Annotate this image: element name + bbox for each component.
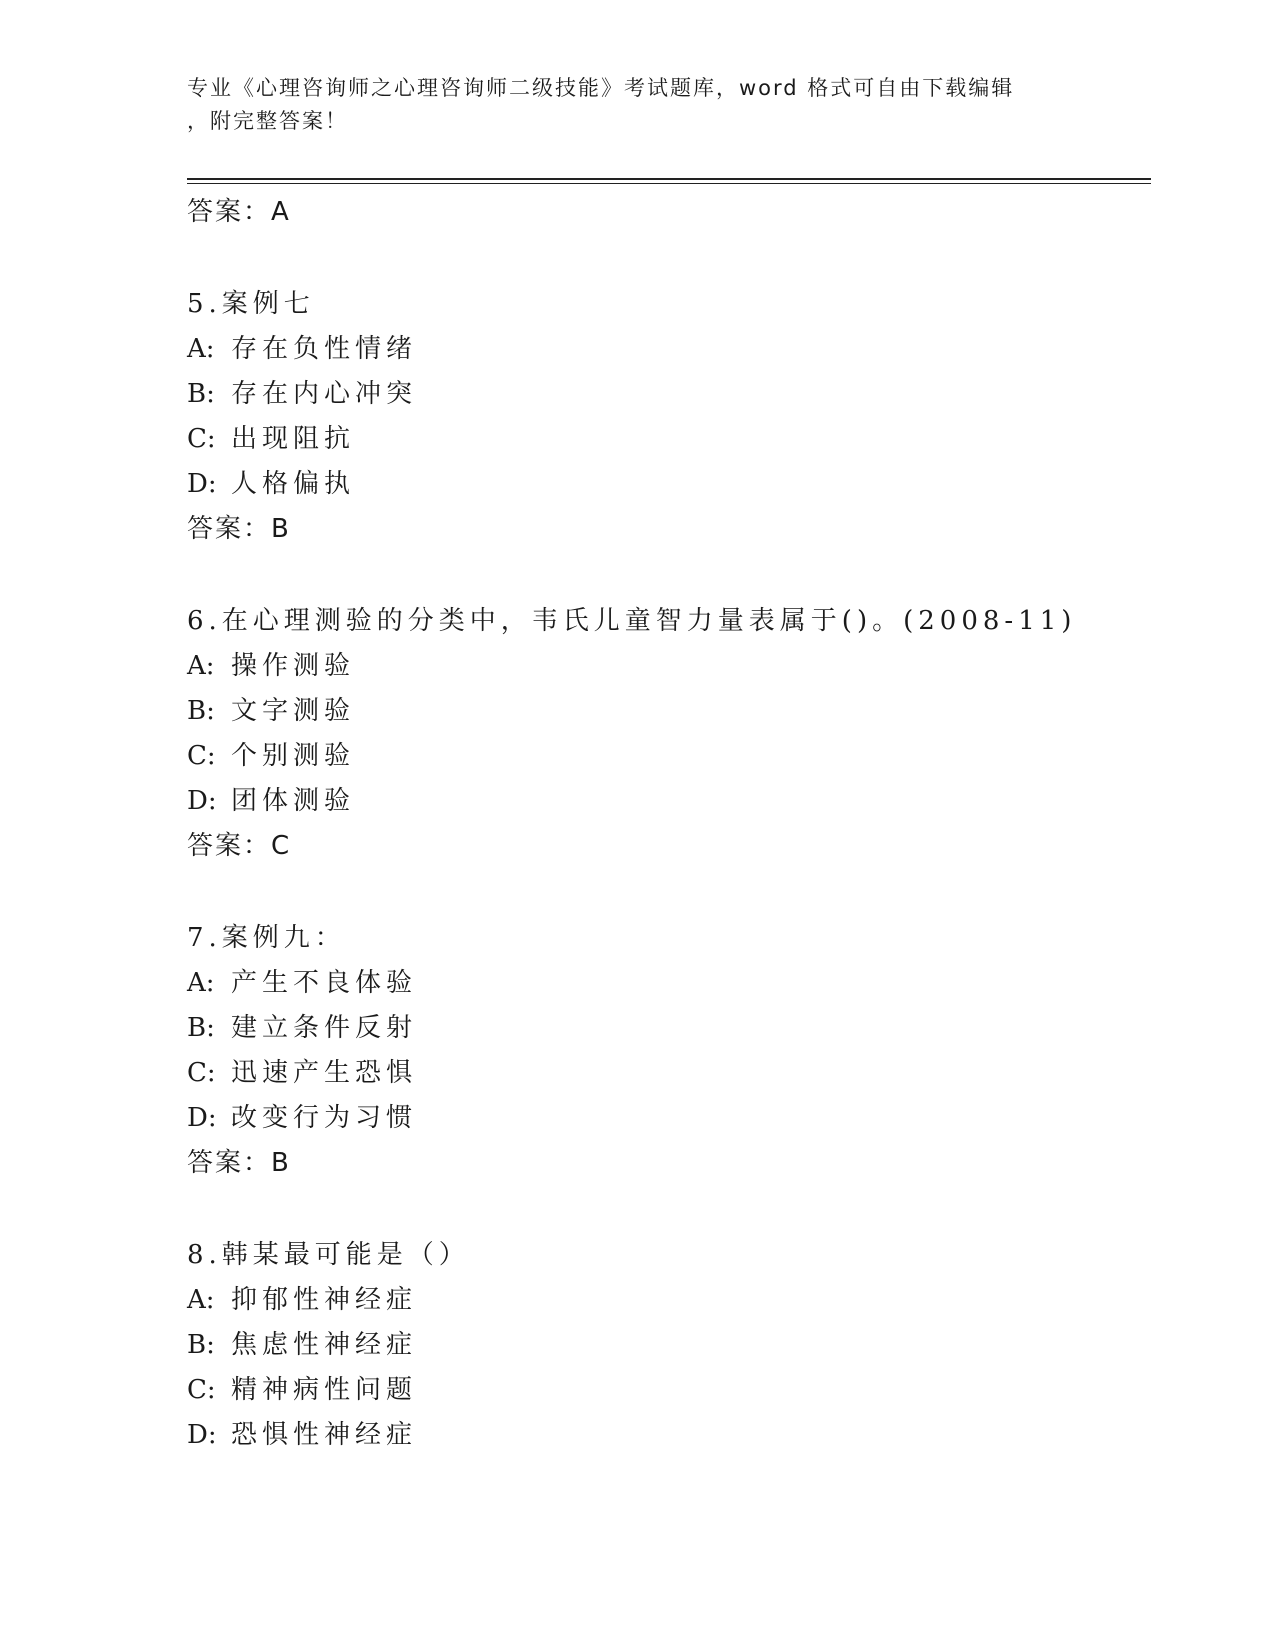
option-text: 焦虑性神经症 bbox=[231, 1330, 418, 1360]
option-c bbox=[187, 417, 1147, 462]
option-a bbox=[187, 327, 1147, 372]
option-key: A: bbox=[187, 334, 215, 364]
option-d bbox=[187, 1413, 1147, 1458]
question-block bbox=[187, 282, 1147, 552]
option-key: C: bbox=[187, 741, 216, 771]
option-b bbox=[187, 689, 1147, 734]
option-text: 存在负性情绪 bbox=[231, 334, 418, 364]
option-key: A: bbox=[187, 1285, 215, 1315]
option-a bbox=[187, 961, 1147, 1006]
option-text: 迅速产生恐惧 bbox=[231, 1058, 418, 1088]
option-text: 精神病性问题 bbox=[231, 1375, 418, 1405]
header-rule-thin bbox=[187, 183, 1151, 184]
option-key: D: bbox=[187, 1103, 217, 1133]
option-text: 人格偏执 bbox=[231, 469, 356, 499]
option-key: B: bbox=[187, 696, 215, 726]
option-key: B: bbox=[187, 1330, 215, 1360]
header-line-1: 专业《心理咨询师之心理咨询师二级技能》考试题库，word 格式可自由下载编辑 bbox=[187, 76, 1015, 100]
option-text: 改变行为习惯 bbox=[231, 1103, 418, 1133]
option-b bbox=[187, 1006, 1147, 1051]
option-text: 恐惧性神经症 bbox=[231, 1420, 418, 1450]
answer-line: 答案：A bbox=[187, 197, 291, 227]
answer-line: 答案：C bbox=[187, 831, 292, 861]
question-block bbox=[187, 916, 1147, 1186]
option-key: C: bbox=[187, 1058, 216, 1088]
option-c bbox=[187, 1368, 1147, 1413]
question-text: 6.在心理测验的分类中，韦氏儿童智力量表属于()。(2008-11) bbox=[187, 606, 1077, 636]
question-block bbox=[187, 1233, 1147, 1458]
option-key: B: bbox=[187, 1013, 215, 1043]
document-header bbox=[187, 72, 1087, 138]
question-text: 7.案例九： bbox=[187, 923, 346, 953]
option-a bbox=[187, 644, 1147, 689]
option-d bbox=[187, 1096, 1147, 1141]
question-list bbox=[187, 190, 1147, 1458]
question-text: 5.案例七 bbox=[187, 289, 315, 319]
answer-line: 答案：B bbox=[187, 514, 291, 544]
option-text: 产生不良体验 bbox=[231, 968, 418, 998]
option-key: B: bbox=[187, 379, 215, 409]
question-block bbox=[187, 599, 1147, 869]
option-key: D: bbox=[187, 1420, 217, 1450]
header-rule-thick bbox=[187, 178, 1151, 180]
option-text: 团体测验 bbox=[231, 786, 356, 816]
option-text: 文字测验 bbox=[231, 696, 356, 726]
option-key: A: bbox=[187, 651, 215, 681]
header-line-2: ，附完整答案！ bbox=[187, 109, 348, 133]
question-text: 8.韩某最可能是（） bbox=[187, 1240, 470, 1270]
option-text: 存在内心冲突 bbox=[231, 379, 418, 409]
option-text: 抑郁性神经症 bbox=[231, 1285, 418, 1315]
option-d bbox=[187, 462, 1147, 507]
option-b bbox=[187, 372, 1147, 417]
option-key: D: bbox=[187, 786, 217, 816]
option-c bbox=[187, 1051, 1147, 1096]
option-key: C: bbox=[187, 424, 216, 454]
option-b bbox=[187, 1323, 1147, 1368]
option-key: D: bbox=[187, 469, 217, 499]
option-c bbox=[187, 734, 1147, 779]
option-key: A: bbox=[187, 968, 215, 998]
option-text: 建立条件反射 bbox=[231, 1013, 418, 1043]
option-text: 个别测验 bbox=[231, 741, 356, 771]
answer-line: 答案：B bbox=[187, 1148, 291, 1178]
option-key: C: bbox=[187, 1375, 216, 1405]
option-d bbox=[187, 779, 1147, 824]
option-text: 出现阻抗 bbox=[231, 424, 356, 454]
option-a bbox=[187, 1278, 1147, 1323]
option-text: 操作测验 bbox=[231, 651, 356, 681]
